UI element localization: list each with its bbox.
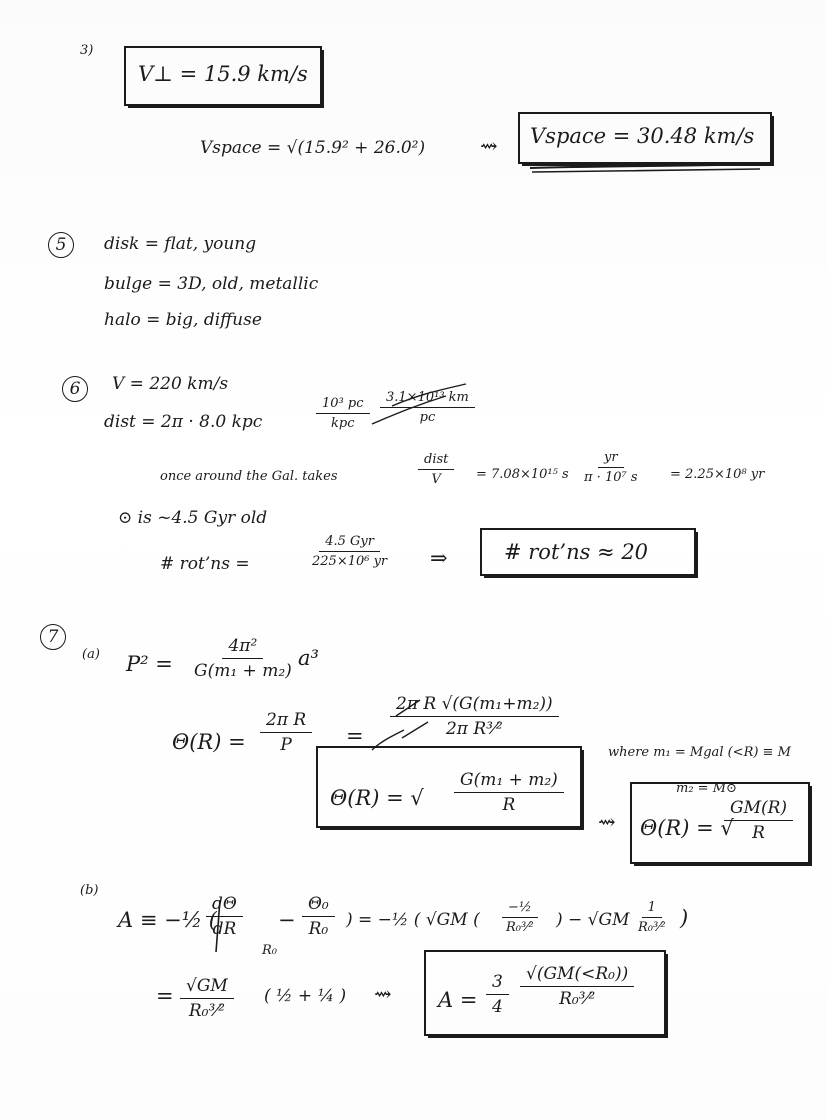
sqrt-gm-num: √GM (180, 976, 234, 999)
kepler-lhs: P² = (126, 652, 173, 676)
rotations-lhs: # rot’ns = (160, 554, 250, 574)
theta0-den: R₀ (308, 919, 329, 939)
yr-conversion-num: yr (598, 450, 624, 468)
kpc-conversion-den: kpc (331, 416, 355, 431)
dtheta-num: dΘ (206, 894, 243, 917)
kepler-fraction (188, 636, 298, 681)
theta-fraction (260, 710, 312, 755)
kepler-a-cubed: a³ (298, 646, 319, 670)
theta-lhs: Θ(R) = (172, 730, 246, 754)
kpc-conversion-num: 10³ pc (316, 396, 370, 414)
problem-5-label: 5 (48, 232, 74, 258)
one-over-r0 (632, 900, 672, 935)
theta-den: P (280, 735, 292, 755)
line2-equals: = (156, 984, 174, 1008)
kpc-conversion (316, 396, 370, 431)
rotations-answer: # rot’ns ≈ 20 (504, 540, 649, 564)
sqrt-gm-den: R₀³⁄² (188, 1001, 225, 1021)
where-line-2: m₂ = M⊙ (676, 781, 737, 796)
part-a-label: (a) (82, 647, 100, 662)
v-space-equation: Vspace = √(15.9² + 26.0²) (200, 138, 426, 158)
double-underline-bottom (532, 169, 760, 172)
oort-a-def-mid: ) = −½ ( √GM ( (346, 910, 480, 930)
theta0-over-r0 (302, 894, 335, 939)
box1-num: G(m₁ + m₂) (454, 770, 564, 793)
rotations-fraction (306, 534, 393, 569)
halo-line: halo = big, diffuse (104, 310, 262, 330)
years-result: = 2.25×10⁸ yr (670, 467, 765, 482)
oort-a-def-lhs: A ≡ −½ ( (118, 908, 217, 932)
arrow-2: ⇝ (598, 810, 616, 834)
arrow: ⇝ (480, 134, 498, 158)
box1-den: R (502, 795, 516, 815)
arrow-3: ⇝ (374, 982, 392, 1006)
dist-over-v-den: V (431, 472, 441, 487)
dtheta-dr (206, 894, 243, 939)
disk-line: disk = flat, young (104, 234, 257, 254)
box1-fraction (454, 770, 564, 815)
dtheta-den: dR (212, 919, 237, 939)
double-underline-top (530, 164, 764, 168)
kepler-den: G(m₁ + m₂) (194, 661, 292, 681)
kepler-num: 4π² (222, 636, 263, 659)
equals-sign: = (346, 724, 364, 748)
box2-den: R (752, 823, 765, 843)
once-around-text: once around the Gal. takes (160, 469, 338, 484)
box2-num: GM(R) (724, 798, 793, 821)
theta-num: 2π R (260, 710, 312, 733)
velocity-line: V = 220 km/s (112, 374, 229, 394)
problem-7-label: 7 (40, 624, 66, 650)
box2-lhs: Θ(R) = √ (640, 816, 734, 840)
box1-lhs: Θ(R) = √ (330, 786, 424, 810)
box3-lhs: A = (438, 988, 478, 1012)
part-b-label: (b) (80, 883, 99, 898)
v-space-answer: Vspace = 30.48 km/s (530, 124, 755, 148)
one-den: R₀³⁄² (638, 920, 666, 935)
three-num: 3 (486, 972, 509, 995)
theta-den-2: 2π R³⁄² (445, 719, 503, 739)
one-num: 1 (642, 900, 662, 918)
where-line-1: where m₁ = Mgal (<R) ≡ M (608, 745, 791, 760)
box3-fraction (520, 964, 634, 1009)
minus-sign: − (278, 908, 296, 932)
pc-conversion (380, 390, 475, 425)
bulge-line: bulge = 3D, old, metallic (104, 274, 319, 294)
three-quarters (486, 972, 509, 1017)
theta-fraction-2 (390, 694, 559, 739)
sqrt-gm-fraction (180, 976, 234, 1021)
problem-3-label: 3) (80, 43, 94, 58)
oort-a-def-mid2: ) − √GM (556, 910, 630, 930)
rotations-num: 4.5 Gyr (319, 534, 380, 552)
r0-subscript: R₀ (262, 943, 277, 958)
pc-conversion-num: 3.1×10¹³ km (380, 390, 475, 408)
sun-age-line: ⊙ is ~4.5 Gyr old (118, 508, 268, 528)
close-paren: ) (680, 906, 689, 930)
problem-6-label: 6 (62, 376, 88, 402)
neg-half-num: −½ (502, 900, 538, 918)
implies-arrow: ⇒ (430, 546, 448, 570)
box2-fraction (724, 798, 793, 843)
v-perp-answer: V⊥ = 15.9 km/s (138, 62, 308, 86)
dist-over-v-num: dist (418, 452, 454, 470)
theta-num-2: 2π R √(G(m₁+m₂)) (390, 694, 559, 717)
neg-half-fraction (500, 900, 540, 935)
four-den: 4 (492, 997, 503, 1017)
box3-num: √(GM(<R₀)) (520, 964, 634, 987)
paren-sum: ( ½ + ¼ ) (264, 986, 347, 1006)
theta0-num: Θ₀ (302, 894, 335, 917)
distance-lhs: dist = 2π · 8.0 kpc (104, 412, 263, 432)
neg-half-den: R₀³⁄² (506, 920, 534, 935)
box3-den: R₀³⁄² (559, 989, 596, 1009)
yr-conversion (578, 450, 644, 485)
rotations-den: 225×10⁶ yr (312, 554, 388, 569)
yr-conversion-den: π · 10⁷ s (584, 470, 638, 485)
pc-conversion-den: pc (419, 410, 436, 425)
seconds-result: = 7.08×10¹⁵ s (476, 467, 569, 482)
dist-over-v (418, 452, 454, 487)
